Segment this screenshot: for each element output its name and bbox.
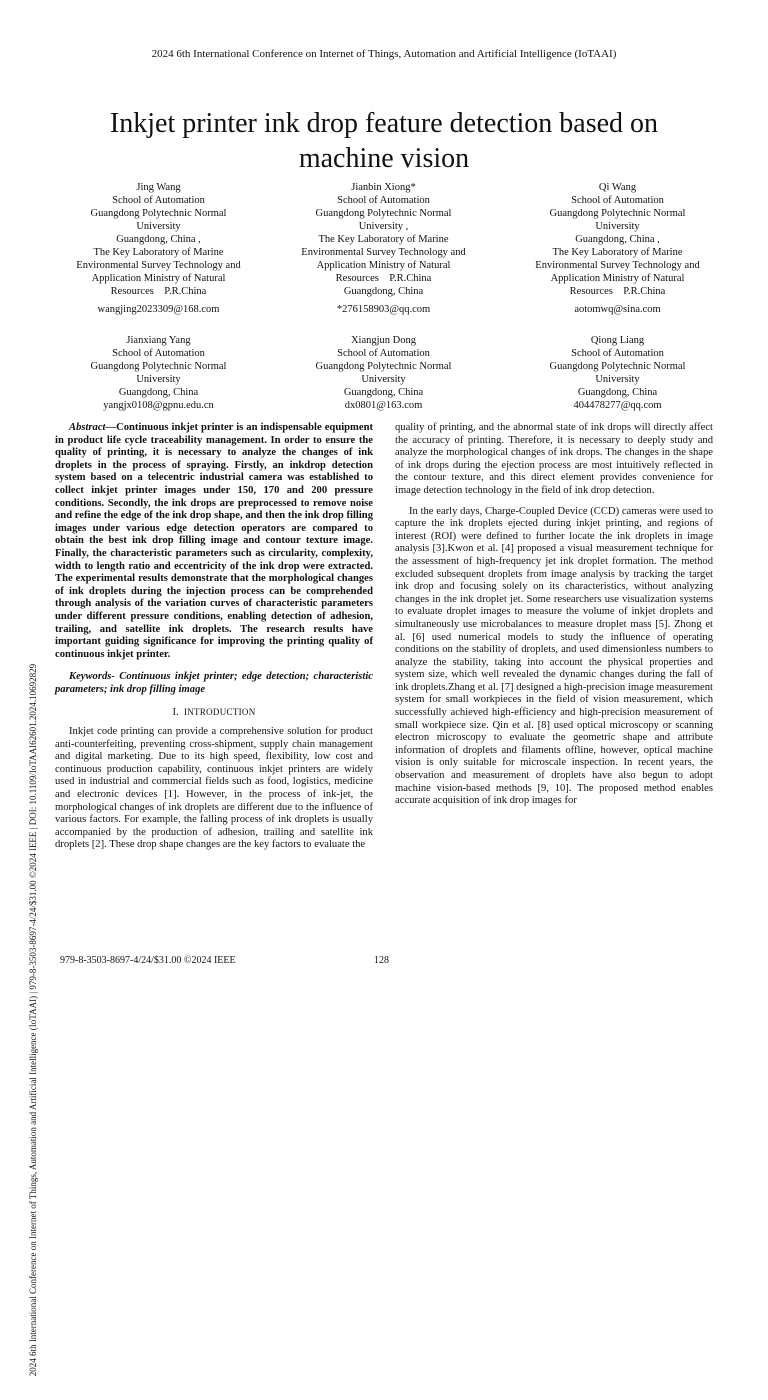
author-line: Resources P.R.China xyxy=(569,286,666,297)
author-line: Guangdong, China , xyxy=(116,234,201,245)
author-line: Guangdong, China xyxy=(343,387,424,398)
abstract-text: —Continuous inkjet printer is an indispensable equipment in product life cycle traceability management. In order to ensure the quality of printing, it is necessary to analyze the changes of ink droplets in the process of spraying. Firstly, an inkdrop detection system based on a telecentric industrial camera was established to collect inkjet printer images under 150, 170 and 200 pressure conditions. Secondly, the ink drops are preprocessed to remove noise and refine the edge of the ink drop shape, and then the ink drop filling images under various edge detection operators are compared to obtain the best ink drop filling image and contour texture image. Finally, the characteristic parameters such as circularity, complexity, width to length ratio and eccentricity of the ink drop were extracted. The experimental results demonstrate that the morphological changes of ink droplets during the injection process can be comprehended through analysis of the variation curves of characteristic parameters under different pressure conditions, enabling detection of adhesion, trailing, and satellite ink droplets. The research results have important guiding significance for improving the printing quality of continuous inkjet printer. xyxy=(55,422,373,660)
author-line: Jianbin Xiong* xyxy=(351,182,416,193)
author-line: aotomwq@sina.com xyxy=(574,304,661,315)
author-line: Guangdong, China xyxy=(118,387,199,398)
author-line: University xyxy=(595,221,640,232)
footer-isbn: 979-8-3503-8697-4/24/$31.00 ©2024 IEEE xyxy=(60,955,236,966)
author-line: wangjing2023309@168.com xyxy=(97,304,220,315)
author-line: University xyxy=(136,374,181,385)
author-line: Guangdong Polytechnic Normal xyxy=(549,361,686,372)
author-line: Jing Wang xyxy=(136,182,181,193)
author-line: Guangdong Polytechnic Normal xyxy=(315,361,452,372)
author-line: The Key Laboratory of Marine xyxy=(318,234,449,245)
author-line: University , xyxy=(358,221,409,232)
author-line: School of Automation xyxy=(337,348,430,359)
author-line: yangjx0108@gpnu.edu.cn xyxy=(103,400,214,411)
author-block-1 xyxy=(51,181,266,316)
author-line: Guangdong Polytechnic Normal xyxy=(549,208,686,219)
author-line: The Key Laboratory of Marine xyxy=(552,247,683,258)
abstract-label: Abstract xyxy=(69,422,106,433)
author-line: School of Automation xyxy=(112,348,205,359)
author-line: dx0801@163.com xyxy=(344,400,423,411)
abstract xyxy=(55,422,373,661)
section-title: INTRODUCTION xyxy=(183,707,256,718)
author-line: Application Ministry of Natural xyxy=(91,273,226,284)
author-line: University xyxy=(136,221,181,232)
conference-header: 2024 6th International Conference on Internet of Things, Automation and Artificial Intelligence (IoTAAI) xyxy=(151,48,617,60)
author-line: Application Ministry of Natural xyxy=(316,260,451,271)
author-line: School of Automation xyxy=(571,195,664,206)
author-line: Resources P.R.China xyxy=(335,273,432,284)
author-line: Guangdong, China xyxy=(577,387,658,398)
author-line: Guangdong, China , xyxy=(575,234,660,245)
author-line: Guangdong Polytechnic Normal xyxy=(90,208,227,219)
author-line: Qi Wang xyxy=(598,182,637,193)
right-paragraph-2: In the early days, Charge-Coupled Device (CCD) cameras were used to capture the ink droplets ejected during inkjet printing, and regions of interest (ROI) were defined to further locate the ink droplets in image analysis [3].Kwon et al. [4] proposed a visual measurement technique for the assessment of high-frequency jet ink droplet formation. The method excluded subsequent droplets from image analysis by tracking the target ink drop and focusing solely on its characteristics, without analyzing changes in the ink droplet jet. Some researchers use visualization systems to evaluate droplet images to measure the volume of inkjet droplets and simultaneously use microbalances to measure droplet mass [5]. Zhong et al. [6] used numerical models to study the influence of operating conditions on the stability of droplets, and used dimensionless numbers to analyze the stability, taking into account the physical properties and system size, which well revealed the dynamic changes during the fall of ink droplets.Zhang et al. [7] designed a high-precision image measurement system for small workpieces in the field of vision measurement, which successfully achieved high-efficiency and high-precision measurement of small workpiece size. Qin et al. [8] used optical microscopy or scanning electron microscopy to evaluate the geometric shape and attribute information of droplets and filaments offline, however, optical machine vision is only suitable for microscale inspection. In recent years, the observation and measurement of droplets have also begun to adopt machine vision-based methods [9, 10]. The proposed method enables accurate acquisition of ink drop images for xyxy=(395,505,713,807)
section-heading-introduction xyxy=(55,706,373,720)
author-line: Environmental Survey Technology and xyxy=(76,260,241,271)
left-column xyxy=(55,422,373,852)
author-line: School of Automation xyxy=(112,195,205,206)
author-block-4 xyxy=(51,334,266,412)
author-line: Jianxiang Yang xyxy=(126,335,191,346)
page-number: 128 xyxy=(374,955,389,966)
author-line: School of Automation xyxy=(337,195,430,206)
right-column xyxy=(395,422,713,808)
intro-paragraph: Inkjet code printing can provide a comprehensive solution for product anti-counterfeiting, preventing cross-shipment, supply chain management and digital marketing. Due to its high speed, flexibility, low cost and continuous production capability, continuous inkjet printers are widely used in industrial and commercial fields such as food, logistics, medicine and electronic devices [1]. However, in the process of ink-jet, the morphological changes of ink droplets are different due to the influence of various factors. For example, the falling process of ink droplets is usually accompanied by the production of adhesion, trailing and satellite ink droplets [2]. These drop shape changes are the key factors to evaluate the xyxy=(55,726,373,851)
author-line: University xyxy=(595,374,640,385)
author-line: Guangdong, China xyxy=(343,286,424,297)
title-line-2: machine vision xyxy=(298,143,470,174)
author-line: The Key Laboratory of Marine xyxy=(93,247,224,258)
author-line: Qiong Liang xyxy=(590,335,645,346)
author-line: School of Automation xyxy=(571,348,664,359)
section-number: I. xyxy=(172,707,179,719)
author-line: Resources P.R.China xyxy=(110,286,207,297)
author-line: Environmental Survey Technology and xyxy=(301,247,466,258)
author-block-6 xyxy=(510,334,725,412)
right-paragraph-1: quality of printing, and the abnormal state of ink drops will directly affect the accuracy of printing. Therefore, it is necessary to deeply study and analyze the morphological changes of ink drops. The changes in the shape of ink drops during the ejection process are most intuitively reflected in the contour texture, and this direct element provides convenience for image detection technology in the field of ink drop detection. xyxy=(395,422,713,496)
author-line: 404478277@qq.com xyxy=(573,400,662,411)
keywords: Keywords- Continuous inkjet printer; edge detection; characteristic parameters; ink drop filling image xyxy=(55,671,373,695)
author-line: University xyxy=(361,374,406,385)
author-line: Guangdong Polytechnic Normal xyxy=(315,208,452,219)
author-line: Application Ministry of Natural xyxy=(550,273,685,284)
title-line-1: Inkjet printer ink drop feature detection based on xyxy=(109,108,659,139)
author-line: Guangdong Polytechnic Normal xyxy=(90,361,227,372)
author-line: *276158903@qq.com xyxy=(336,304,431,315)
paper-title xyxy=(60,106,708,176)
doi-sidebar: 2024 6th International Conference on Internet of Things, Automation and Artificial Intelligence (IoTAAI) | 979-8-3503-8697-4/24/$31.00 ©2024 IEEE | DOI: 10.1109/IoTAAI62601.2024.10692829 xyxy=(28,663,38,1377)
author-block-2 xyxy=(276,181,491,316)
author-line: Xiangjun Dong xyxy=(350,335,417,346)
author-block-3 xyxy=(510,181,725,316)
author-line: Environmental Survey Technology and xyxy=(535,260,700,271)
author-block-5 xyxy=(276,334,491,412)
